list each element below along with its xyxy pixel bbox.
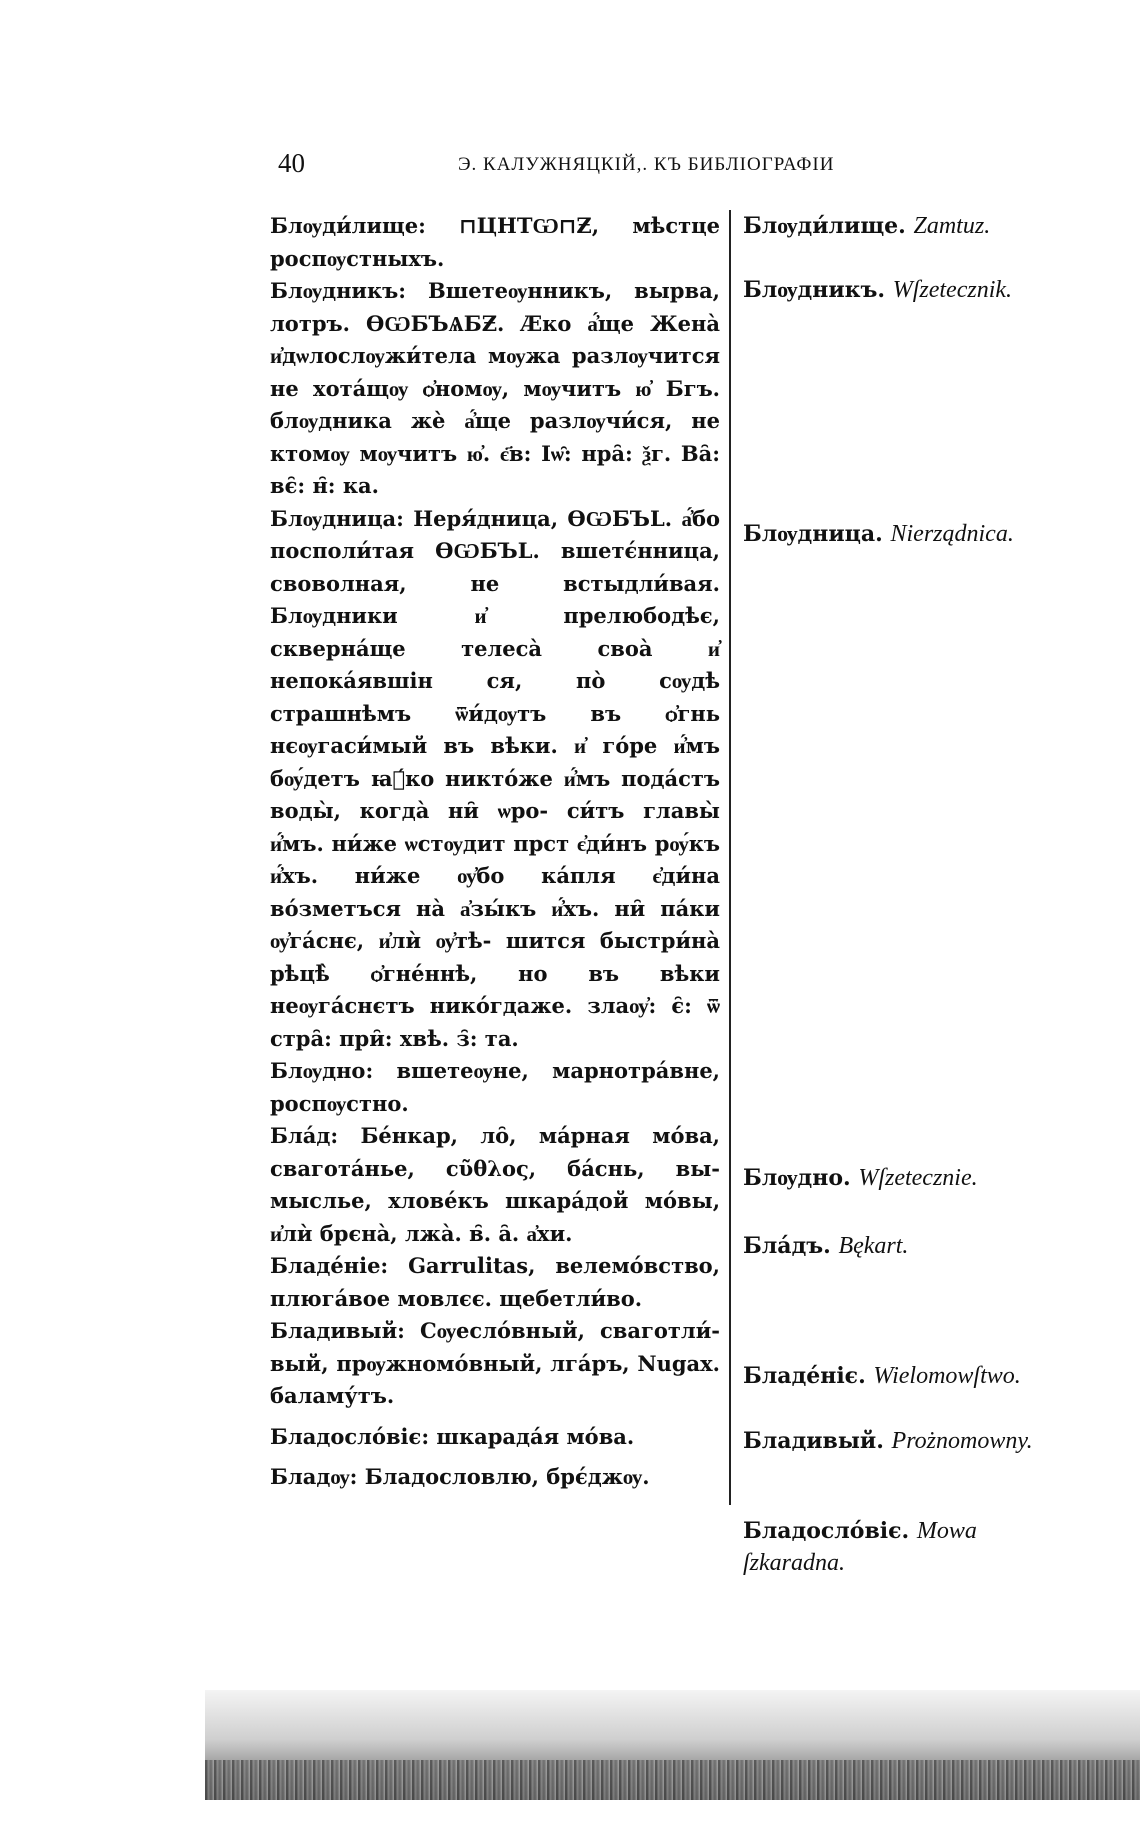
- translation-polish: Prożnomowny.: [891, 1428, 1033, 1454]
- translation-bludnik: [743, 274, 1012, 306]
- left-column: [270, 210, 720, 1494]
- translation-head: Блѹди́лище.: [743, 213, 906, 239]
- running-title: Э. КАЛУЖНЯЦКІЙ,. КЪ БИБЛІОГРАФІИ: [458, 154, 835, 175]
- page-header: [278, 148, 1058, 184]
- translation-polish: Zamtuz.: [913, 213, 991, 239]
- entry-bludnitsa: Блѹдница: Неря́дница, ѲѠБЪL. а҆́бо посполи́тая ѲѠБЪL. вшетє́нница, своволная, не встыдли́вая. Блѹдники и҆ прелюбодѣє, скверна́ще телеса̀ своа̀ и҆ непока́явшін ся, по̀ сѹдѣ страшнѣмъ ѿи́дѹтъ въ ѻ҆гнь нєѹгаси́мый въ вѣки. и҆ го́ре и҆́мъ бѹ́детъ ꙗ҆́ко никто́же и҆́мъ пода́стъ воды̀, когда̀ ни̑ ѡро- си́тъ главы̀ и҆́мъ. ни́же ѡстѹдит прст є҆ди́нъ рѹ́къ и҆́хъ. ни́же ѹ҆бо ка́пля є҆ди́на во́зметъся на̀ а҆зы́къ и҆́хъ. ни̑ па́ки ѹ҆га́снє, и҆лѝ ѹ҆тѣ- шится быстри́на̀ рѣцѣ̀ ѻ҆гне́ннѣ, но въ вѣки неѹга́снєтъ нико́гдаже. злаѹ҆: є̑: ѿ стра̑: при̑: хвѣ. з̑: та.: [270, 505, 720, 1051]
- scan-edge-texture: [205, 1760, 1140, 1800]
- entry-bladivyi: Бладивый: Сѹесло́вный, сваготли́- вый, прѹжномо́вный, лга́ръ, Nugax. баламу́тъ.: [270, 1318, 720, 1408]
- translation-head: Блѹдникъ.: [743, 277, 886, 303]
- translation-bludnitsa: [743, 518, 1014, 550]
- translation-head: Бладивый.: [743, 1428, 884, 1454]
- entry-blad: Бла́д: Бе́нкар, ло̑, ма́рная мо́ва, сваготáнье, ϲῦθλος, ба́снь, вы- мыслье, хлове́къ шкара́дой мо́вы, и҆лѝ брєна̀, лжа̀. в̑. а̑. а҆хи.: [270, 1123, 720, 1246]
- translation-blad: [743, 1230, 908, 1262]
- translation-bladoslovie: [743, 1515, 1083, 1579]
- entry-bladoslovie: Бладосло́віє: шкарадáя мо́ва.: [270, 1423, 635, 1449]
- scan-edge-shadow: [205, 1690, 1140, 1800]
- translation-polish: Wielomowſtwo.: [873, 1363, 1021, 1389]
- translation-head: Блѹдно.: [743, 1165, 851, 1191]
- translation-polish: Nierządnica.: [890, 521, 1014, 547]
- entry-bladu: Бладѹ: Бладословлю, брє́джѹ.: [270, 1464, 650, 1489]
- page-number: 40: [278, 148, 305, 178]
- translation-bludilishche: [743, 210, 990, 242]
- translation-head: Блѹдница.: [743, 521, 883, 547]
- entry-bladenie: Бладе́ніе: Garrulitas, велемо́вство, плюга́вое мовлєє. щебетли́во.: [270, 1253, 720, 1311]
- translation-polish: Bękart.: [838, 1233, 909, 1259]
- entry-bludnik: Блѹдникъ: Вшетеѹнникъ, вырва, лотръ. ѲѠБЪѦБƵ. Ӕко а҆́ще Жена̀ и҆дѡлослѹжи́тела мѹжа разлѹчится не хота́щѹ ѻ҆номѹ, мѹчитъ ю҆ Бгъ. блѹдника жѐ а҆́ще разлѹчи́ся, не ктомѹ мѹчитъ ю҆. є҃в: Ιѡ̑: нра̑: ѯг. Ва̑: вє̑: н̑: ка.: [270, 278, 720, 498]
- translation-polish: Wſzetecznie.: [858, 1165, 978, 1191]
- entry-bludno: Блѹдно: вшетеѹне, марнотра́вне, роспѹстно.: [270, 1058, 720, 1116]
- translation-polish: Wſzetecznik.: [892, 277, 1013, 303]
- translation-bladivyi: [743, 1425, 1033, 1457]
- translation-head: Бладосло́віє.: [743, 1518, 910, 1544]
- translation-bludno: [743, 1162, 978, 1194]
- translation-polish: Mowa ſzkaradna.: [743, 1518, 977, 1576]
- translation-bladenie: [743, 1360, 1021, 1392]
- translation-head: Бла́дъ.: [743, 1233, 831, 1259]
- column-divider: [729, 210, 731, 1505]
- translation-head: Бладе́ніє.: [743, 1363, 866, 1389]
- entry-bludilishche: Блѹди́лище: ⊓ЦНТѠ⊓Ƶ, мѣстце роспѹстныхъ.: [270, 213, 720, 271]
